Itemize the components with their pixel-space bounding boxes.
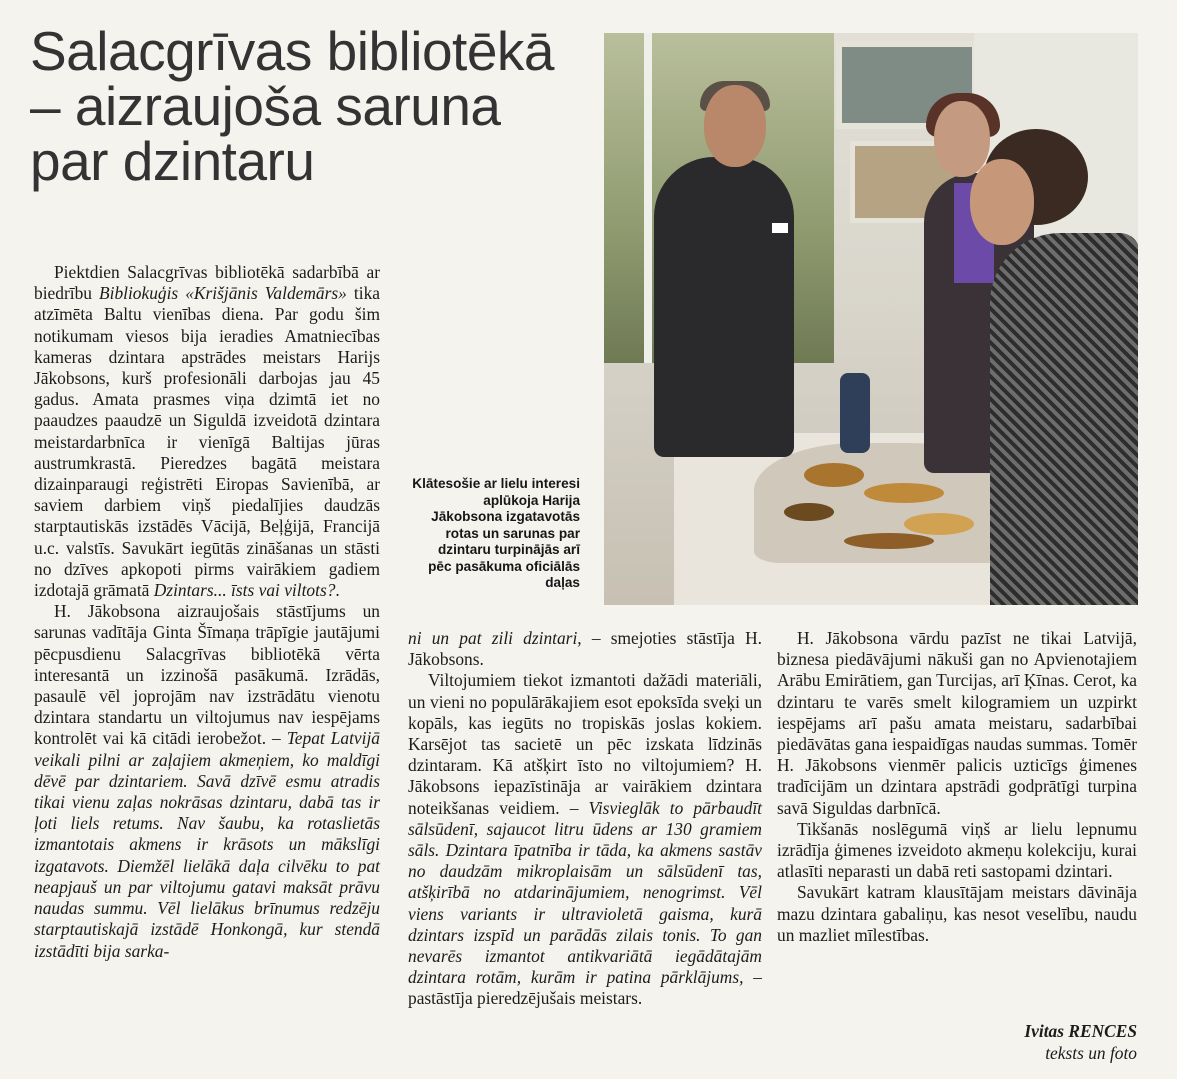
author-role: teksts un foto bbox=[1045, 1043, 1137, 1063]
paragraph: Savukārt katram klausītājam meistars dāvināja mazu dzintara gabaliņu, kas nesot veselību, naudu un mazliet mīlestības. bbox=[777, 882, 1137, 945]
amber-piece bbox=[904, 513, 974, 535]
paragraph: H. Jākobsona vārdu pazīst ne tikai Latvijā, biznesa piedāvājumi nākuši gan no Apvienotajiem Arābu Emirātiem, gan Turcijas, arī Ķīnas. Cerot, ka dzintaru te varēs smelt kilogramiem un uzpirkt iespējams arī pašu amata meistaru, sadarbībai piedāvātas gana iespaidīgas naudas summas. Tomēr H. Jākobsons vienmēr palicis uzticīgs ģimenes tradīcijām un dzintara apstrādi godprātīgi turpina savā Siguldas darbnīcā. bbox=[777, 628, 1137, 818]
photo-name-tag bbox=[772, 223, 788, 233]
article-headline: Salacgrīvas bibliotēkā – aizraujoša saruna par dzintaru bbox=[30, 20, 555, 192]
photo-bottle bbox=[840, 373, 870, 453]
book-title: Dzintars... īsts vai viltots? bbox=[153, 580, 336, 601]
paragraph bbox=[408, 670, 762, 1009]
paragraph bbox=[34, 601, 380, 961]
amber-piece bbox=[844, 533, 934, 549]
text-run-italic: Bibliokuģis «Krišjānis Valdemārs» bbox=[98, 283, 347, 304]
article-photo bbox=[604, 33, 1138, 605]
photo-woman-head bbox=[934, 101, 990, 177]
paragraph-continued bbox=[408, 628, 762, 670]
paragraph bbox=[34, 262, 380, 601]
photo-man-body bbox=[654, 157, 794, 457]
quote-italic: ni un pat zili dzintari, bbox=[408, 628, 582, 648]
text-run: Piektdien Salacgrīvas bibliotēkā sadarbībā ar biedrību bbox=[34, 262, 380, 304]
quote-italic: Visvieglāk to pārbaudīt sālsūdenī, sajaucot litru ūdens ar 130 gramiem sāls. Dzintara īpatnība ir tāda, ka akmens sastāv no daudzām mikroplaisām un sālsūdenī tas, atšķirībā no atdarinājumiem, nenogrimst. Vēl viens variants ir ultravioletā gaisma, kurā dzintars izspīd un parādās zilais tonis. To gan nevarēs izmantot antikvariātā iegādātajām dzintara rotām, kurām ir patina pārklājums, bbox=[408, 797, 762, 988]
quote-italic: Tepat Latvijā veikali pilni ar zaļajiem akmeņiem, ko maldīgi dēvē par dzintariem. Savā dzīvē esmu atradis tikai vienu zaļas nokrāsas dzintaru, dabā tas ir ļoti liels retums. Nav šaubu, ka rotaslietās izmantotais akmens ir krāsots un mākslīgi izgatavots. Diemžēl lielākā daļa cilvēku to pat neapjauš un par viltojumu gatavi maksāt prāvu naudas summu. Vēl lielākus brīnumus redzēju starptautiskajā izstādē Honkongā, kur stendā izstādīti bija sarka- bbox=[34, 728, 380, 961]
author-signature bbox=[897, 1020, 1137, 1064]
text-run: tika atzīmēta Baltu vienības diena. Par godu šim notikumam viesos bija ieradies Amatniecības kameras dzintara apstrādes meistars Harijs Jākobsons, kurš profesionāli darbojas jau 45 gadus. Amata prasmes viņa dzimtā iet no paaudzes paaudzē un Siguldā izveidotā dzintara meistardarbnīca ir vienīgā Baltijas jūras austrumkrastā. Pieredzes bagātā meistara dizainparaugi reģistrēti Eiropas Savienībā, ar saviem darbiem viņš piedalījies daudzās starptautiskās izstādēs Vācijā, Beļģijā, Francijā u.c. valstīs. Savukārt iegūtās zināšanas un stāsti no dzīves apkopoti pirms vairākiem gadiem izdotajā grāmatā bbox=[34, 283, 380, 601]
amber-piece bbox=[784, 503, 834, 521]
text-run: Viltojumiem tiekot izmantoti dažādi materiāli, un vieni no populārākajiem esot epoksīda sveķi un kopāls, kas iegūts no tropiskās joslas kokiem. Karsējot tas sacietē un pēc izskata līdzinās dzintaram. Kā atšķirt īsto no viltojumiem? H. Jākobsons iepazīstināja ar vairākiem dzintara noteikšanas veidiem. – bbox=[408, 670, 762, 818]
amber-piece bbox=[864, 483, 944, 503]
photo-window-frame bbox=[644, 33, 652, 363]
article-column-2 bbox=[408, 628, 762, 1010]
text-run: – pastāstīja pieredzējušais meistars. bbox=[408, 967, 762, 1009]
text-run: H. Jākobsona aizraujošais stāstījums un sarunas vadītāja Ginta Šīmaņa trāpīgie jautājumi pēcpusdienu Salacgrīvas bibliotēkā vērta interesantā un izzinošā pasākumā. Izrādās, pasaulē vēl joprojām nav izstrādātu vienotu dzintara standartu un viltojumus nav iespējams kontrolēt vai kā citādi ierobežot. – bbox=[34, 601, 380, 749]
amber-piece bbox=[804, 463, 864, 487]
photo-woman2-body bbox=[990, 233, 1138, 605]
author-name: Ivitas RENCES bbox=[1024, 1021, 1137, 1041]
paragraph: Tikšanās noslēgumā viņš ar lielu lepnumu izrādīja ģimenes izveidoto akmeņu kolekciju, kurai atlasīti neparasti un dabā reti sastopami dzintari. bbox=[777, 818, 1137, 882]
text-run: – smejoties stāstīja H. Jākobsons. bbox=[408, 628, 762, 670]
article-column-1 bbox=[34, 262, 380, 962]
text-run: . bbox=[335, 580, 340, 601]
article-column-3 bbox=[777, 628, 1137, 946]
photo-woman2-head bbox=[970, 159, 1034, 245]
photo-man-head bbox=[704, 85, 766, 167]
photo-caption: Klātesošie ar lielu interesi aplūkoja Harija Jākobsona izgatavotās rotas un sarunas par dzintaru turpinājās arī pēc pasākuma oficiālās daļas bbox=[412, 476, 580, 590]
